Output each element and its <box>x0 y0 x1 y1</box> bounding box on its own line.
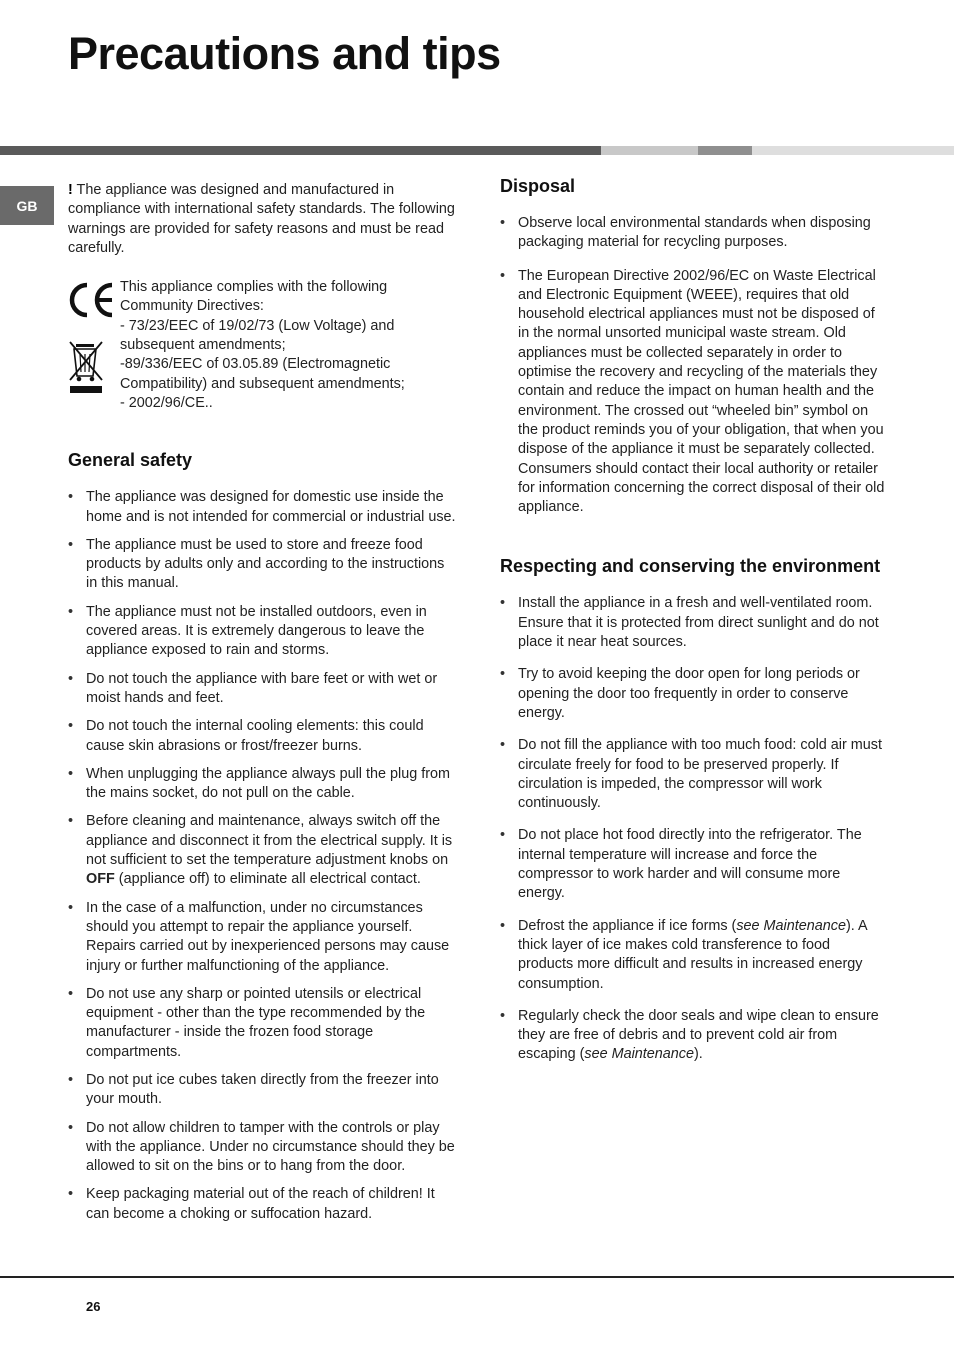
header-band-pale <box>752 146 954 155</box>
list-item: • Do not place hot food directly into the refrigerator. The internal temperature will increase and force the compressor to work harder and will consume more energy. <box>500 826 888 903</box>
header-band-mid <box>698 146 752 155</box>
intro-text: The appliance was designed and manufactured in compliance with international safety standards. The following warnings are provided for safety reasons and must be read carefully. <box>68 182 455 256</box>
list-item: • When unplugging the appliance always pull the plug from the mains socket, do not pull on the cable. <box>68 765 456 804</box>
list-item <box>500 267 888 518</box>
list-item-extra: Consumers should contact their local authority or retailer for information concerning the correct disposal of their old appliance. <box>518 460 885 516</box>
ce-mark-icon <box>68 280 116 320</box>
off-label: OFF <box>86 871 115 888</box>
language-tab: GB <box>0 186 54 225</box>
compliance-line: - 73/23/EEC of 19/02/73 (Low Voltage) and subsequent amendments; <box>120 317 395 354</box>
list-item: • Do not put ice cubes taken directly from the freezer into your mouth. <box>68 1071 456 1110</box>
general-safety-list <box>68 488 456 1224</box>
list-item-text: Regularly check the door seals and wipe clean to ensure they are free of debris and to prevent cold air from escaping ( <box>518 1007 879 1063</box>
list-item: • Do not touch the internal cooling elements: this could cause skin abrasions or frost/freezer burns. <box>68 717 456 756</box>
environment-list <box>500 594 888 1064</box>
list-item: • Try to avoid keeping the door open for long periods or opening the door too frequently in order to conserve energy. <box>500 665 888 723</box>
compliance-text <box>120 278 456 413</box>
list-item: • Do not fill the appliance with too much food: cold air must circulate freely for food to be preserved properly. If circulation is impeded, the compressor will work continuously. <box>500 736 888 813</box>
see-maintenance-ref: see Maintenance <box>584 1046 695 1063</box>
list-item: • Install the appliance in a fresh and well-ventilated room. Ensure that it is protected from direct sunlight and do not place it near heat sources. <box>500 594 888 652</box>
list-item: • Do not allow children to tamper with the controls or play with the appliance. Under no circumstance should they be allowed to sit on the bins or to hang from the door. <box>68 1119 456 1177</box>
crossed-out-wheeled-bin-icon <box>68 340 106 396</box>
list-item: • Do not touch the appliance with bare feet or with wet or moist hands and feet. <box>68 670 456 709</box>
footer-rule <box>0 1276 954 1278</box>
disposal-list <box>500 214 888 517</box>
list-item: • Do not use any sharp or pointed utensils or electrical equipment - other than the type recommended by the manufacturer - inside the frozen food storage compartments. <box>68 985 456 1062</box>
compliance-line: This appliance complies with the following Community Directives: <box>120 279 388 315</box>
list-item <box>500 917 888 994</box>
list-item: • The appliance must be used to store and freeze food products by adults only and according to the instructions in this manual. <box>68 536 456 594</box>
list-item: • The appliance was designed for domestic use inside the home and is not intended for commercial or industrial use. <box>68 488 456 527</box>
page-number: 26 <box>86 1299 101 1314</box>
list-item: • The appliance must not be installed outdoors, even in covered areas. It is extremely dangerous to leave the appliance exposed to rain and storms. <box>68 603 456 661</box>
left-column <box>68 181 456 1233</box>
page-title: Precautions and tips <box>68 28 501 79</box>
list-item <box>500 1007 888 1065</box>
general-safety-heading: General safety <box>68 450 193 471</box>
environment-heading: Respecting and conserving the environment <box>500 556 881 577</box>
compliance-block <box>68 278 456 413</box>
list-item-text: The European Directive 2002/96/EC on Waste Electrical and Electronic Equipment (WEEE), requires that old household electrical appliances must not be disposed of in the normal unsorted municipal waste stream. Old appliances must be collected separately in order to optimise the recovery and recycling of the materials they contain and reduce the impact on human health and the environment. The crossed out “wheeled bin” symbol on the product reminds you of your obligation, that when you dispose of the appliance it must be separately collected. <box>518 267 884 458</box>
compliance-line: -89/336/EEC of 03.05.89 (Electromagnetic Compatibility) and subsequent amendments; <box>120 356 405 392</box>
list-item: • In the case of a malfunction, under no circumstances should you attempt to repair the appliance yourself. Repairs carried out by inexperienced persons may cause injury or further malfunctioning of the appliance. <box>68 899 456 976</box>
list-item-text: Before cleaning and maintenance, always switch off the appliance and disconnect it from the electrical supply. It is not sufficient to set the temperature adjustment knobs on <box>86 813 453 869</box>
warning-mark: ! <box>68 182 73 198</box>
disposal-heading: Disposal <box>500 176 576 196</box>
list-item-text: Defrost the appliance if ice forms ( <box>518 917 737 934</box>
intro-warning <box>68 181 456 258</box>
compliance-line: - 2002/96/CE.. <box>120 394 213 411</box>
list-item-text: ). <box>694 1046 703 1063</box>
compliance-logos <box>68 280 116 396</box>
header-band-light <box>601 146 698 155</box>
list-item: • Keep packaging material out of the reach of children! It can become a choking or suffocation hazard. <box>68 1185 456 1224</box>
list-item-text: ). A thick layer of ice makes cold transference to food products more difficult and results in increased energy consumption. <box>518 917 867 992</box>
right-column <box>500 177 888 1078</box>
see-maintenance-ref: see Maintenance <box>736 917 846 934</box>
list-item <box>68 812 456 889</box>
header-band-dark <box>0 146 601 155</box>
list-item: • Observe local environmental standards when disposing packaging material for recycling purposes. <box>500 214 888 253</box>
list-item-text: (appliance off) to eliminate all electrical contact. <box>114 871 421 888</box>
